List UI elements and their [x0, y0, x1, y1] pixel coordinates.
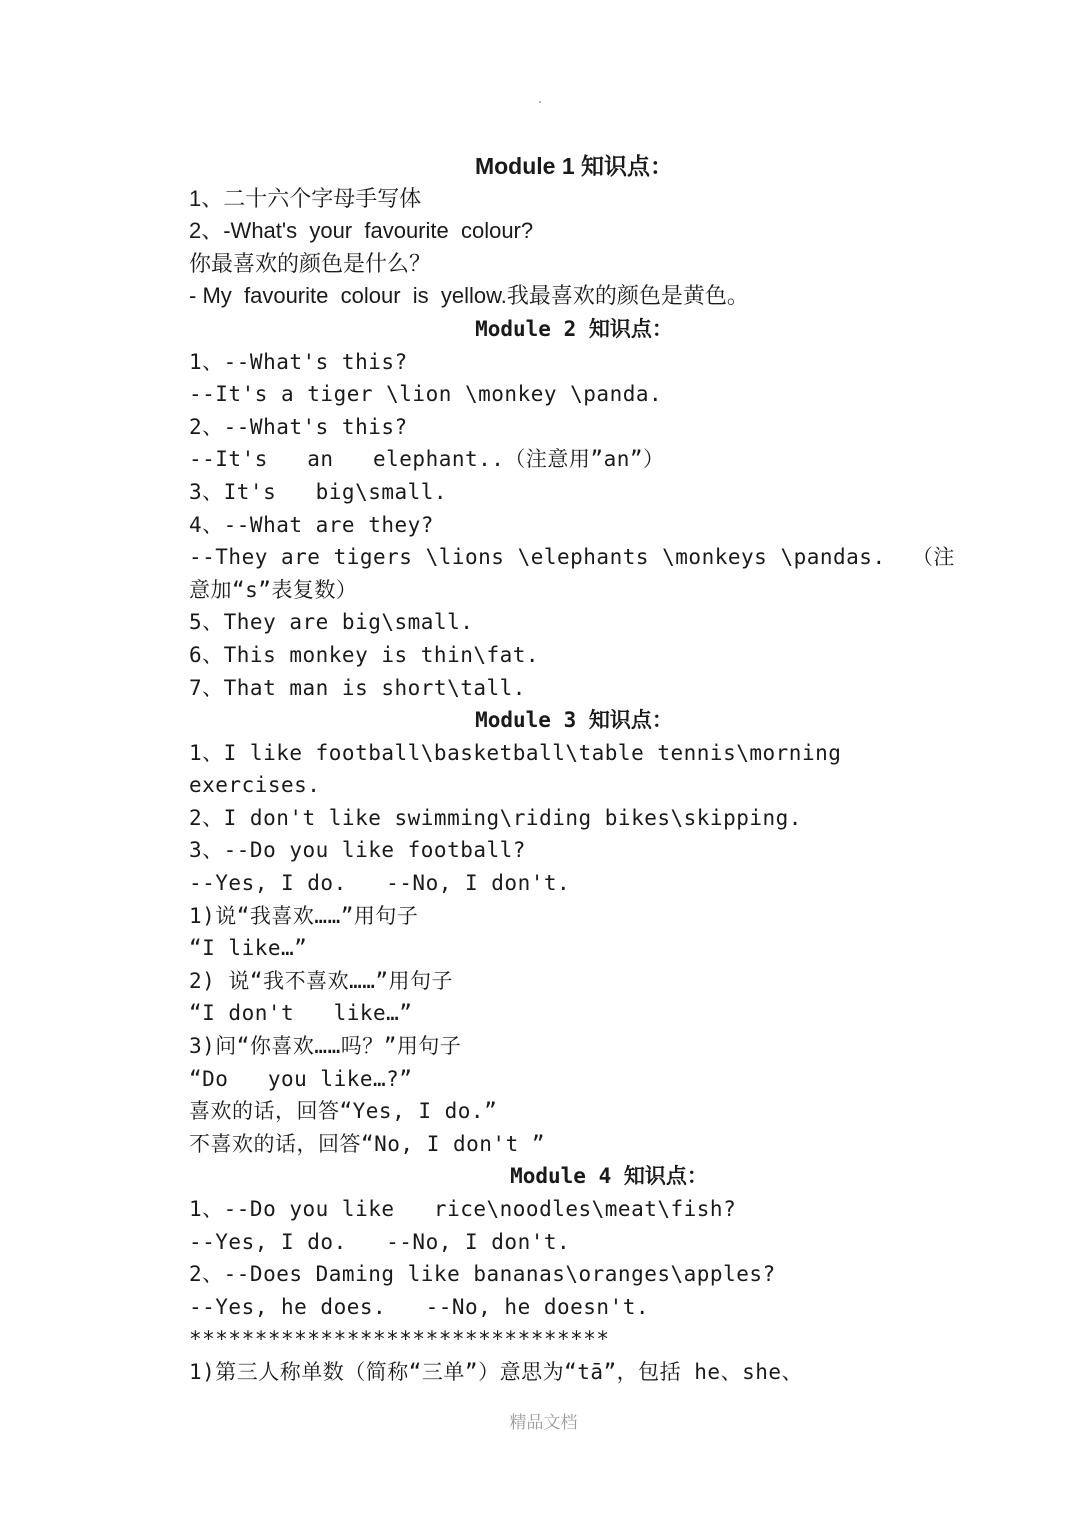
module3-line-13: 不喜欢的话，回答“No, I don't ”: [189, 1131, 546, 1156]
module3-line-5: --Yes, I do. --No, I don't.: [189, 871, 571, 896]
module2-line-5: 3、It's big\small.: [189, 479, 448, 504]
module4-line-4: --Yes, he does. --No, he doesn't.: [189, 1294, 650, 1319]
module2-line-6: 4、--What are they?: [189, 512, 434, 537]
module3-line-11: “Do you like…?”: [189, 1066, 413, 1091]
module3-title: Module 3 知识点：: [475, 708, 673, 733]
module4-line-3: 2、--Does Daming like bananas\oranges\apples?: [189, 1262, 776, 1287]
module1-line-4: - My favourite colour is yellow.我最喜欢的颜色是黄色。: [189, 283, 749, 309]
module3-line-6: 1)说“我喜欢……”用句子: [189, 903, 419, 928]
module3-line-3: 2、I don't like swimming\riding bikes\skipping.: [189, 805, 802, 830]
module4-line-2: --Yes, I do. --No, I don't.: [189, 1229, 571, 1254]
module1-title: Module 1 知识点：: [474, 153, 674, 179]
module2-title: Module 2 知识点：: [475, 316, 673, 341]
header-dot: [539, 101, 541, 103]
footer-watermark: 精品文档: [509, 1413, 578, 1433]
module3-line-1: 1、I like football\basketball\table tennis\morning: [189, 740, 842, 765]
module3-line-2: exercises.: [189, 773, 321, 798]
module4-title: Module 4 知识点：: [510, 1164, 708, 1189]
document-body: [189, 150, 955, 1389]
module2-line-9: 5、They are big\small.: [189, 610, 474, 635]
module2-line-7: --They are tigers \lions \elephants \monkeys \pandas. （注: [189, 545, 955, 570]
module1-line-3: 你最喜欢的颜色是什么？: [189, 250, 432, 276]
module1-line-2: 2、-What's your favourite colour?: [189, 218, 534, 244]
module2-line-10: 6、This monkey is thin\fat.: [189, 642, 540, 667]
module1-line-1: 1、二十六个字母手写体: [189, 185, 422, 211]
module2-line-2: --It's a tiger \lion \monkey \panda.: [189, 382, 663, 407]
module3-line-9: “I don't like…”: [189, 1001, 413, 1026]
module3-line-7: “I like…”: [189, 936, 308, 961]
module4-line-6: 1)第三人称单数（简称“三单”）意思为“tā”，包括 he、she、: [189, 1359, 804, 1384]
module2-line-3: 2、--What's this?: [189, 414, 408, 439]
module4-line-1: 1、--Do you like rice\noodles\meat\fish?: [189, 1197, 737, 1221]
module2-line-1: 1、--What's this?: [189, 349, 408, 374]
module2-line-4: --It's an elephant..（注意用”an”）: [189, 447, 665, 472]
module3-line-4: 3、--Do you like football?: [189, 838, 526, 863]
module2-line-8: 意加“s”表复数）: [189, 577, 358, 602]
module3-line-8: 2) 说“我不喜欢……”用句子: [189, 968, 454, 993]
module4-separator: ********************************: [189, 1327, 610, 1352]
module3-line-12: 喜欢的话，回答“Yes, I do.”: [189, 1099, 498, 1124]
module3-line-10: 3)问“你喜欢……吗？”用句子: [189, 1034, 462, 1059]
module2-line-11: 7、That man is short\tall.: [189, 675, 526, 700]
